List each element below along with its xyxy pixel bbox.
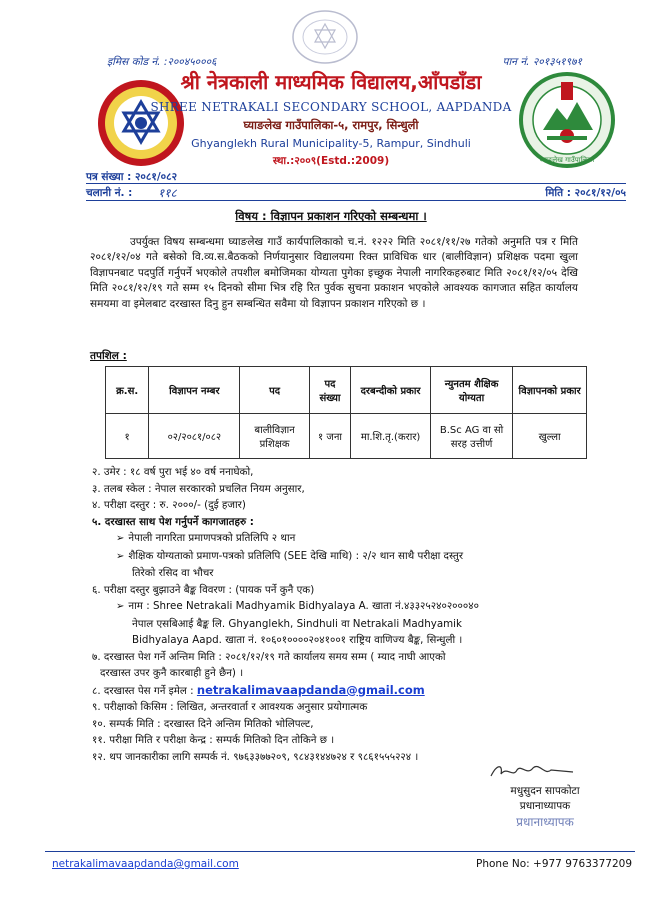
address-english: Ghyanglekh Rural Municipality-5, Rampur, Sindhuli	[191, 137, 471, 150]
cell-post: बालीविज्ञान प्रशिक्षक	[240, 414, 309, 459]
list-item	[92, 598, 592, 616]
table-header-row	[106, 367, 587, 414]
condition-exam-type: ९. परीक्षाको किसिम : लिखित, अन्तरवार्ता र आवश्यक अनुसार प्रयोगात्मक	[92, 701, 368, 713]
table-row	[106, 414, 587, 459]
cell-sn: १	[106, 414, 149, 459]
top-seal-stamp	[290, 8, 360, 66]
col-header-position-type: दरबन्दीको प्रकार	[351, 367, 431, 414]
arrow-icon: ➢	[116, 601, 125, 612]
conditions-list	[92, 464, 592, 765]
footer-email-link[interactable]: netrakalimavaapdanda@gmail.com	[52, 858, 239, 870]
condition-exam-date: ११. परीक्षा मिति र परीक्षा केन्द्र : सम्पर्क मितिको दिन तोकिने छ ।	[92, 734, 335, 746]
condition-age: २. उमेर : १८ वर्ष पुरा भई ४० वर्ष ननाघेको,	[92, 466, 254, 478]
municipality-logo-text: घ्याङलेख गाउँपालिका	[539, 156, 595, 164]
condition-exam-fee: ४. परीक्षा दस्तुर : रु. २०००/- (दुई हजार)	[92, 499, 246, 511]
footer-divider	[45, 851, 635, 852]
condition-email	[92, 682, 592, 700]
condition-contact-numbers: १२. थप जानकारीका लागि सम्पर्क नं. ९७६३३७७२०९, ९८४३१४४७२४ र ९८६१५५५२२४ ।	[92, 750, 419, 763]
footer-phone: Phone No: +977 9763377209	[476, 858, 632, 870]
arrow-icon: ➢	[116, 550, 125, 562]
school-name-english: SHREE NETRAKALI SECONDARY SCHOOL, AAPDANDA	[150, 100, 512, 114]
cell-ad-type: खुल्ला	[513, 414, 587, 459]
arrow-icon: ➢	[116, 533, 125, 544]
col-header-qualification: न्युनतम शैक्षिक योग्यता	[430, 367, 512, 414]
condition-salary: ३. तलब स्केल : नेपाल सरकारको प्रचलित नियम अनुसार,	[92, 482, 305, 495]
pan-number: पान नं. २०१३५१९७१	[502, 56, 582, 68]
application-email-link[interactable]: netrakalimavaapdanda@gmail.com	[196, 682, 425, 697]
signatory-name: मधुसुदन सापकोटा	[510, 785, 580, 797]
principal-stamp: प्रधानाध्यापक	[516, 815, 574, 829]
dispatch-number-label: चलानी नं. :	[86, 187, 133, 199]
details-label: तपशिल :	[90, 350, 127, 362]
header-divider-bottom	[86, 200, 626, 201]
document-citizenship: नेपाली नागरिता प्रमाणपत्रको प्रतिलिपि २ थान	[128, 532, 296, 544]
dispatch-number-handwritten: ११८	[158, 186, 177, 200]
body-text: उपर्युक्त विषय सम्बन्धमा घ्याङलेख गाउँ कार्यपालिकाको च.नं. १२२२ मिति २०८१/११/२७ गतेको अनुमति पत्र र मिति २०८१/१२/०४ गते बसेको वि.व्य.स.बैठकको निर्णयानुसार विद्यालयमा रिक्त प्राविधिक धार (बालीविज्ञान) प्रशिक्षक पदमा खुला विज्ञापनबाट पदपुर्ति गर्नुपर्ने भएकोले तपशील बमोजिमका योग्यता पुगेका इच्छुक नेपाली नागरिकहरुबाट मिति २०८१/१२/०५ देखि मिति २०८१/१२/१९ गते सम्म १५ दिनको सीमा भित्र रहि रित पुर्वक सुचना प्रकाशन भएकोले आवश्यक कागजात सहित कार्यालय समयमा वा इमेलबाट दरखास्त दिनु हुन सम्बन्धित सवैमा यो विज्ञापन प्रकाशन गरिएको छ ।	[90, 236, 578, 310]
col-header-post: पद	[240, 367, 309, 414]
col-header-ad-type: विज्ञापनको प्रकार	[513, 367, 587, 414]
letter-date: मिति : २०८१/१२/०५	[545, 187, 626, 199]
bank-account-1-bank: नेपाल एसबिआई बैङ्क लि. Ghyanglekh, Sindhuli वा Netrakali Madhyamik	[132, 617, 462, 630]
col-header-ad-number: विज्ञापन नम्बर	[149, 367, 240, 414]
cell-ad-number: ०२/२०८१/०८२	[149, 414, 240, 459]
bank-account-1: नाम : Shree Netrakali Madhyamik Bidhyalaya A. खाता नं.४३३२५२४०२०००४०	[128, 600, 479, 612]
list-item	[92, 530, 592, 548]
col-header-sn: क्र.स.	[106, 367, 149, 414]
signatory-title: प्रधानाध्यापक	[519, 800, 571, 812]
signature-block	[490, 766, 600, 814]
body-paragraph	[90, 235, 578, 312]
cell-post-count: १ जना	[309, 414, 351, 459]
letter-number: पत्र संख्या : २०८१/०८२	[86, 171, 178, 183]
established-year: स्था.:२००९(Estd.:2009)	[272, 155, 390, 167]
list-item	[92, 548, 592, 566]
address-nepali: घ्याङलेख गाउँपालिका-५, रामपुर, सिन्धुली	[243, 118, 419, 132]
document-education-cont: तिरेको रसिद वा भौचर	[132, 567, 214, 579]
col-header-post-count: पद संख्या	[309, 367, 351, 414]
email-label: ८. दरखास्त पेस गर्ने इमेल :	[92, 684, 194, 697]
imis-code: इमिस कोड नं. :२००४५०००६	[107, 56, 217, 68]
school-name-nepali: श्री नेत्रकाली माध्यमिक विद्यालय,आँपडाँडा	[180, 70, 482, 94]
condition-bank-details: ६. परीक्षा दस्तुर बुझाउने बैङ्क विवरण : (पायक पर्ने कुनै एक)	[92, 583, 315, 596]
bank-account-2: Bidhyalaya Aapd. खाता नं. १०६०१००००२०४१००१ राष्ट्रिय वाणिज्य बैङ्क, सिन्धुली ।	[132, 634, 463, 646]
document-education: शैक्षिक योग्यताको प्रमाण-पत्रको प्रतिलिपि (SEE देखि माथि) : २/२ थान साथै परीक्षा दस्तुर	[128, 549, 464, 562]
condition-contact-date: १०. सम्पर्क मिति : दरखास्त दिने अन्तिम मितिको भोलिपल्ट,	[92, 717, 314, 730]
cell-qualification: B.Sc AG वा सो सरह उत्तीर्ण	[430, 414, 512, 459]
condition-deadline: ७. दरखास्त पेश गर्ने अन्तिम मिति : २०८१/१२/१९ गते कार्यालय समय सम्म ( म्याद नाघी आएको	[92, 650, 446, 663]
subject-line	[0, 209, 662, 224]
condition-documents: ५. दरखास्त साथ पेश गर्नुपर्ने कागजातहरु :	[92, 515, 254, 528]
vacancy-table	[105, 366, 587, 459]
condition-deadline-cont: दरखास्त उपर कुनै कारबाही हुने छैन) ।	[100, 667, 244, 679]
subject-text: विषय : विज्ञापन प्रकाशन गरिएको सम्बन्धमा ।	[235, 209, 427, 223]
cell-position-type: मा.शि.तृ.(करार)	[351, 414, 431, 459]
